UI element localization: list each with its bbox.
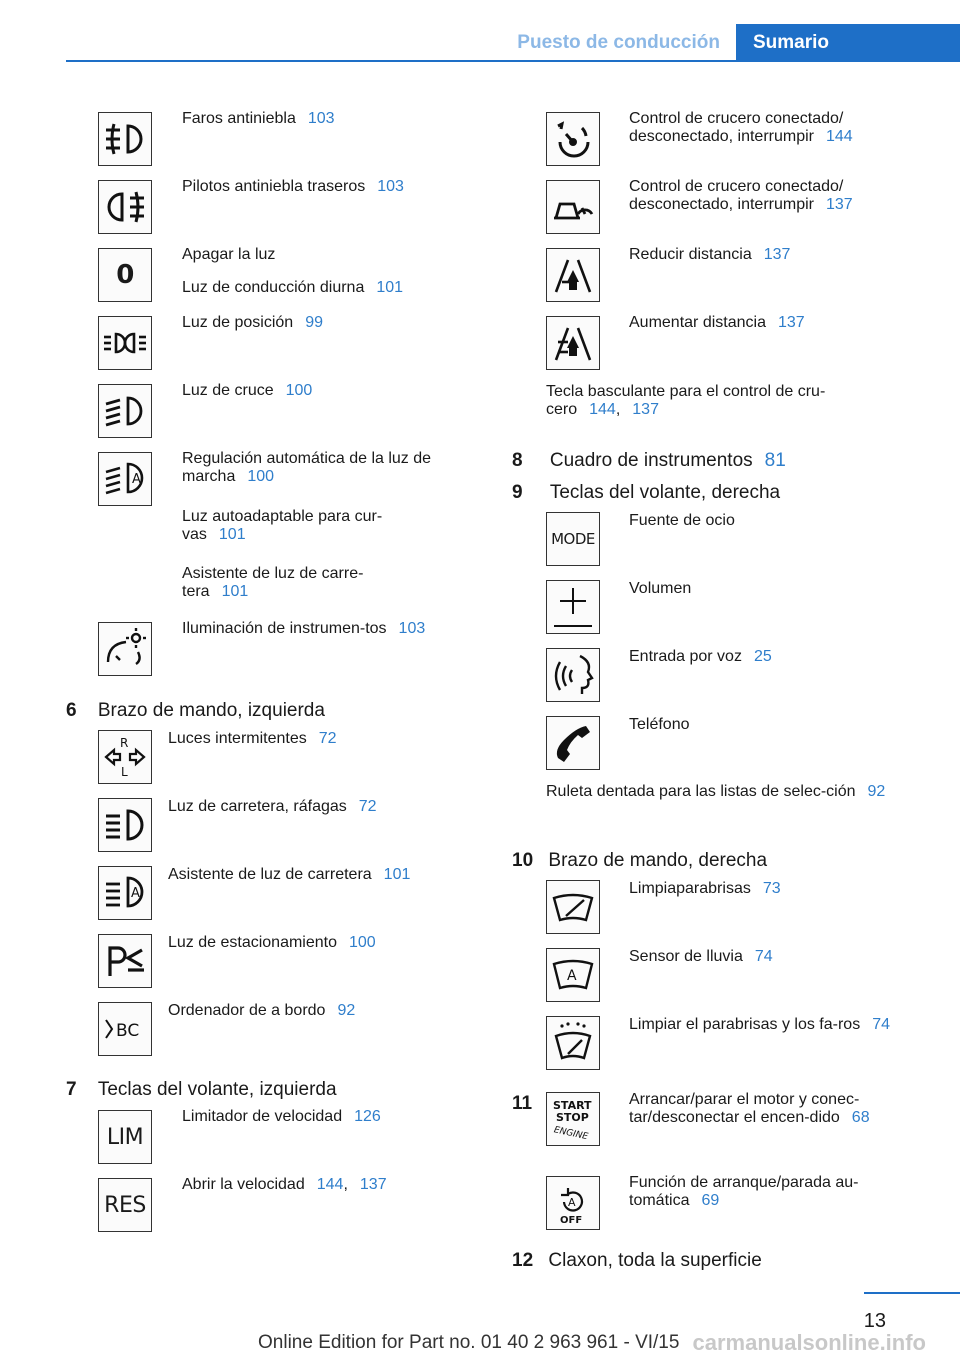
item-label: Luz de conducción diurna [182, 279, 365, 296]
svg-text:L: L [121, 765, 128, 779]
header-tab[interactable]: Sumario [736, 24, 960, 62]
washer-icon [546, 1016, 600, 1070]
item-label: Faros antiniebla [182, 110, 296, 127]
watermark: carmanualsonline.info [692, 1330, 926, 1355]
item-label: Luz autoadaptable para cur-vas [182, 508, 383, 543]
section-title: Teclas del volante, derecha [549, 482, 781, 503]
item-label: Ordenador de a bordo [168, 1002, 326, 1019]
low-beam-icon [98, 384, 152, 438]
active-cruise-control-icon [546, 180, 600, 234]
section-title: Claxon, toda la superficie [548, 1250, 762, 1271]
page-link[interactable]: 101 [218, 526, 246, 543]
page-link[interactable]: 126 [354, 1108, 381, 1125]
page-link[interactable]: 103 [377, 178, 404, 195]
section-8 [512, 448, 786, 473]
item-label: Pilotos antiniebla traseros [182, 178, 366, 195]
high-beam-assistant-icon [98, 866, 152, 920]
section-12 [512, 1248, 762, 1273]
svg-text:STOP: STOP [556, 1111, 589, 1124]
page-link[interactable]: 137 [632, 401, 659, 418]
fog-lights-icon [98, 112, 152, 166]
page-link[interactable]: 74 [754, 948, 773, 965]
voice-input-icon [546, 648, 600, 702]
page-link[interactable]: 92 [867, 783, 886, 800]
page-link[interactable]: 137 [763, 246, 791, 263]
page-header [0, 24, 960, 64]
page-link[interactable]: 99 [305, 314, 323, 331]
page-link[interactable]: 72 [358, 798, 377, 815]
section-number: 6 [66, 700, 77, 721]
svg-text:A: A [567, 968, 577, 984]
rocker-switch-text: Tecla basculante para el control de cru-cero 144, 137 [546, 383, 826, 418]
svg-text:R: R [120, 736, 129, 750]
section-number: 11 [512, 1093, 533, 1114]
page-link[interactable]: 103 [398, 620, 426, 637]
item-label: Volumen [629, 580, 692, 597]
item-label: Luz de posición [182, 314, 294, 331]
parking-lights-icon [98, 316, 152, 370]
page-link[interactable]: 144 [589, 401, 616, 418]
res-icon: RES [98, 1178, 152, 1232]
item-label: Luz de cruce [182, 382, 274, 399]
section-number: 7 [66, 1079, 77, 1100]
item-label: Asistente de luz de carre-tera [182, 565, 364, 600]
item-label: Luz de estacionamiento [168, 934, 337, 951]
item-label: Abrir la velocidad [182, 1176, 305, 1193]
lim-icon: LIM [98, 1110, 152, 1164]
item-label: Control de crucero conectado/ desconectado, interrumpir [629, 110, 844, 145]
section-number: 8 [512, 450, 523, 471]
start-stop-engine-icon [546, 1092, 600, 1146]
increase-distance-icon [546, 316, 600, 370]
item-label: Sensor de lluvia [629, 948, 743, 965]
edition-text: Online Edition for Part no. 01 40 2 963 961 - VI/15 [258, 1332, 680, 1353]
mode-icon: MODE [546, 512, 600, 566]
item-label: Asistente de luz de carretera [168, 866, 372, 883]
page-link[interactable]: 144 [316, 1176, 344, 1193]
svg-text:A: A [568, 1196, 576, 1209]
item-label: Apagar la luz [182, 246, 276, 263]
lights-off-icon: 0 [98, 248, 152, 302]
section-11 [512, 1091, 532, 1116]
header-rule [66, 60, 960, 62]
section-title: Teclas del volante, izquierda [97, 1079, 337, 1100]
item-label: Función de arranque/parada au-tomática [629, 1174, 859, 1209]
onboard-computer-icon [98, 1002, 152, 1056]
page-link[interactable]: 69 [701, 1192, 720, 1209]
page-link[interactable]: 25 [753, 648, 772, 665]
parking-light-icon [98, 934, 152, 988]
item-label: Iluminación de instrumen-tos [182, 620, 387, 637]
page-link[interactable]: 101 [376, 279, 404, 296]
section-title: Cuadro de instrumentos [549, 450, 753, 471]
volume-icon [546, 580, 600, 634]
item-label: Ruleta dentada para las listas de selec-ción [546, 783, 856, 800]
footer-rule [864, 1292, 960, 1294]
item-label: Regulación automática de la luz de marcha [182, 450, 432, 485]
phone-icon [546, 716, 600, 770]
reduce-distance-icon [546, 248, 600, 302]
page-link[interactable]: 100 [349, 934, 376, 951]
section-number: 10 [512, 850, 534, 871]
item-label: Limpiaparabrisas [629, 880, 751, 897]
page-link[interactable]: 137 [825, 196, 853, 213]
page-link[interactable]: 73 [762, 880, 781, 897]
item-label: Limpiar el parabrisas y los fa-ros [629, 1016, 861, 1033]
svg-text:BC: BC [116, 1021, 140, 1041]
section-9 [512, 480, 780, 505]
turn-signal-icon [98, 730, 152, 784]
rear-fog-lights-icon [98, 180, 152, 234]
page-link[interactable]: 101 [383, 866, 411, 883]
header-section-title: Puesto de conducción [517, 32, 720, 53]
page-number: 13 [863, 1310, 886, 1332]
page-link[interactable]: 144 [825, 128, 853, 145]
page-link[interactable]: 100 [247, 468, 275, 485]
section-6 [66, 698, 325, 723]
page-link[interactable]: 103 [307, 110, 335, 127]
page-link[interactable]: 100 [285, 382, 313, 399]
instrument-lighting-icon [98, 622, 152, 676]
section-10 [512, 848, 767, 873]
page-link[interactable]: 92 [337, 1002, 356, 1019]
page-link[interactable]: 137 [359, 1176, 387, 1193]
auto-headlights-icon [98, 452, 152, 506]
high-beam-icon [98, 798, 152, 852]
section-title: Brazo de mando, derecha [548, 850, 768, 871]
svg-text:START: START [553, 1099, 592, 1112]
section-number: 12 [512, 1250, 534, 1271]
item-label: Teléfono [629, 716, 690, 733]
thumbwheel-text [546, 783, 906, 801]
item-label: Luces intermitentes [168, 730, 307, 747]
rain-sensor-icon [546, 948, 600, 1002]
page-link[interactable]: 81 [764, 450, 786, 471]
svg-text:ENGINE: ENGINE [552, 1125, 589, 1142]
wiper-icon [546, 880, 600, 934]
item-label: Control de crucero conectado/ desconectado, interrumpir [629, 178, 844, 213]
page-link[interactable]: 137 [777, 314, 805, 331]
cruise-control-icon [546, 112, 600, 166]
item-label: Limitador de velocidad [182, 1108, 343, 1125]
item-label: Entrada por voz [629, 648, 742, 665]
item-label: Luz de carretera, ráfagas [168, 798, 347, 815]
svg-text:OFF: OFF [560, 1215, 583, 1226]
page-link[interactable]: 72 [318, 730, 337, 747]
item-label: Reducir distancia [629, 246, 752, 263]
page-link[interactable]: 68 [851, 1109, 870, 1126]
svg-text:A: A [131, 886, 140, 901]
section-number: 9 [512, 482, 523, 503]
section-title: Brazo de mando, izquierda [97, 700, 325, 721]
item-label: Tecla basculante para el control de cru-cero [546, 383, 826, 418]
page-footer [0, 1292, 960, 1362]
item-label: Arrancar/parar el motor y conec-tar/desconectar el encen-dido [629, 1091, 860, 1126]
page-link[interactable]: 74 [872, 1016, 890, 1033]
auto-start-stop-off-icon [546, 1176, 600, 1230]
section-7 [66, 1077, 337, 1102]
page-link[interactable]: 101 [221, 583, 249, 600]
svg-text:A: A [132, 472, 141, 487]
item-label: Fuente de ocio [629, 512, 735, 529]
item-label: Aumentar distancia [629, 314, 766, 331]
